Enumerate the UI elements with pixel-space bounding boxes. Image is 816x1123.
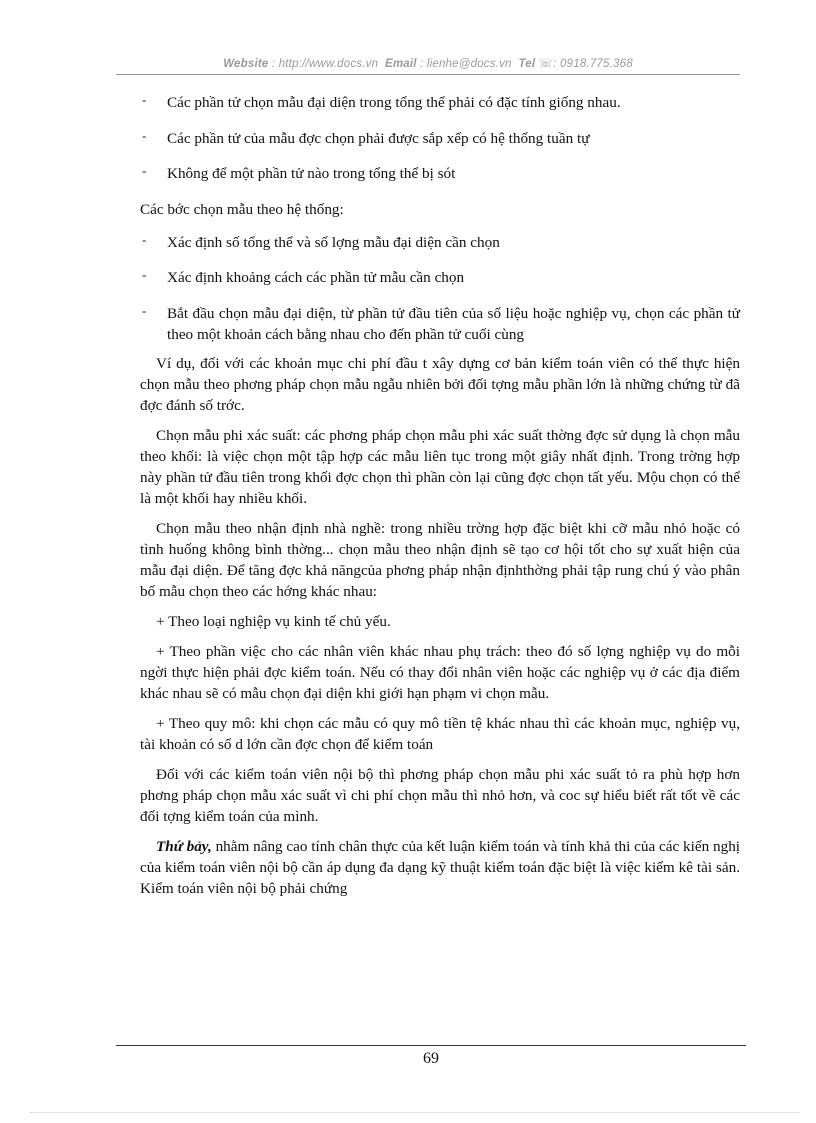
tel-label: Tel [518,58,536,70]
paragraph-type: + Theo loại nghiệp vụ kinh tế chủ yếu. [156,612,391,630]
email-value: : lienhe@docs.vn [420,58,512,70]
page-body [140,92,740,908]
paragraph-example: Ví dụ, đối với các khoản mục chi phí đầu t xây dựng cơ bản kiểm toán viên có thể thực hiện chọn mẫu theo phơng pháp chọn mẫu ngẫu nhiên bởi đối tợng mẫu phần lớn là những chứng từ đã đợc đánh số trớc. [140,354,740,414]
header-rule [116,74,740,75]
bullet-item: - Các phần tử chọn mẫu đại diện trong tổng thể phải có đặc tính giống nhau. [140,92,740,113]
dash-marker: - [142,302,147,318]
paragraph-judgment: Chọn mẫu theo nhận định nhà nghề: trong nhiều trờng hợp đặc biệt khi cỡ mẫu nhỏ hoặc có tình huống không bình thờng... chọn mẫu theo nhận định sẽ tạo cơ hội tốt cho sự xuất hiện của mẫu đại diện. Để tăng đợc khả năngcủa phơng pháp nhận địnhthờng phải tập rung chú ý vào phân bố mẫu chọn theo các hớng khác nhau: [140,519,740,600]
bullet-item: - Không để một phần tử nào trong tổng thể bị sót [140,163,740,184]
steps-title: Các bớc chọn mẫu theo hệ thống: [140,200,344,218]
seventh-lead: Thứ bảy, [156,837,212,855]
dash-marker: - [142,267,147,282]
website-value: : http://www.docs.vn [271,58,379,70]
bullet-item: - Bắt đầu chọn mẫu đại diện, từ phần tử đầu tiên của số liệu hoặc nghiệp vụ, chọn các phần tử theo một khoản cách bằng nhau cho đến phần tử cuối cùng [140,303,740,345]
bullet-item: - Các phần tử của mẫu đợc chọn phải được sắp xếp có hệ thống tuần tự [140,128,740,149]
dash-marker: - [142,231,147,247]
email-label: Email [384,58,417,70]
paragraph-seventh [140,836,740,899]
bullet-item: - Xác định số tổng thể và số lợng mẫu đại diện cần chọn [140,232,740,253]
footer-rule [116,1045,746,1046]
page-header [116,56,740,70]
paragraph-nonprob: Chọn mẫu phi xác suất: các phơng pháp chọn mẫu phi xác suất thờng đợc sử dụng là chọn mẫu theo khối: là việc chọn một tập hợp các mẫu liên tục trong một giây nhất định. Trong trờng hợp này phần tử đầu tiên trong khối đợc chọn thì phần còn lại cũng đợc chọn tất yếu. Mộu chọn có thể là một khối hay nhiều khối. [140,426,740,507]
paragraph-staff: + Theo phần việc cho các nhân viên khác nhau phụ trách: theo đó số lợng nghiệp vụ do mỗi ngời thực hiện phải đợc kiểm toán. Nếu có thay đổi nhân viên hoặc các nghiệp vụ ở các địa điểm khác nhau sẽ có mẫu chọn đại diện khi giới hạn phạm vi chọn mẫu. [140,642,740,702]
paragraph-internal: Đối với các kiểm toán viên nội bộ thì phơng pháp chọn mẫu phi xác suất tỏ ra phù hợp hơn phơng pháp chọn mẫu xác suất vì chi phí chọn mẫu thì nhỏ hơn, và coc sự hiểu biết rất tốt về các đối tợng kiểm toán của mình. [140,765,740,825]
page-bottom-border [30,1112,800,1113]
tel-value: : 0918.775.368 [553,58,633,70]
page-number: 69 [423,1050,439,1067]
phone-icon: ☏ [538,58,554,70]
paragraph-scale: + Theo quy mô: khi chọn các mẫu có quy mô tiền tệ khác nhau thì các khoản mục, nghiệp vụ, tài khoản có số d lớn cần đợc chọn để kiểm toán [140,714,740,753]
dash-marker: - [142,127,147,143]
dash-marker: - [142,163,147,178]
dash-marker: - [142,92,147,107]
bullet-item: - Xác định khoảng cách các phần tử mẫu cần chọn [140,267,740,288]
website-label: Website [223,58,269,70]
seventh-text: nhằm nâng cao tính chân thực của kết luận kiểm toán và tính khả thi của các kiến nghị của kiểm toán viên nội bộ cần áp dụng đa dạng kỹ thuật kiểm toán đặc biệt là việc kiểm kê tài sản. Kiểm toán viên nội bộ phải chứng [140,837,741,897]
